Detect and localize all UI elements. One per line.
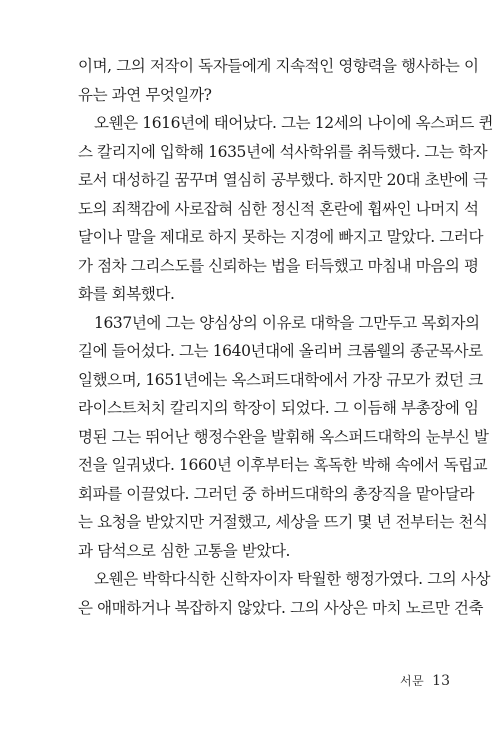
body-text	[78, 56, 494, 626]
text-line: 가 점차 그리스도를 신뢰하는 법을 터득했고 마침내 마음의 평	[78, 256, 479, 275]
text-line: 전을 일궈냈다. 1660년 이후부터는 혹독한 박해 속에서 독립교	[78, 456, 488, 474]
text-line: 명된 그는 뛰어난 행정수완을 발휘해 옥스퍼드대학의 눈부신 발	[78, 427, 489, 446]
page-number: 13	[432, 673, 450, 689]
page-footer	[370, 672, 450, 689]
text-line: 길에 들어섰다. 그는 1640년대에 올리버 크롬웰의 종군목사로	[78, 342, 483, 360]
text-line: 도의 죄책감에 사로잡혀 심한 정신적 혼란에 휩싸인 나머지 석	[78, 199, 479, 218]
text-line: 오웬은 1616년에 태어났다. 그는 12세의 나이에 옥스퍼드 퀸	[94, 114, 494, 132]
text-line: 스 칼리지에 입학해 1635년에 석사학위를 취득했다. 그는 학자	[78, 142, 488, 161]
text-line: 일했으며, 1651년에는 옥스퍼드대학에서 가장 규모가 컸던 크	[78, 370, 483, 389]
text-line: 는 요청을 받았지만 거절했고, 세상을 뜨기 몇 년 전부터는 천식	[78, 513, 488, 531]
text-line: 유는 과연 무엇일까?	[78, 85, 212, 104]
text-line: 과 담석으로 심한 고통을 받았다.	[78, 541, 291, 560]
text-line: 달이나 말을 제대로 하지 못하는 지경에 빠지고 말았다. 그러다	[78, 228, 484, 246]
text-line: 로서 대성하길 꿈꾸며 열심히 공부했다. 하지만 20대 초반에 극	[78, 171, 488, 189]
text-line: 회파를 이끌었다. 그러던 중 하버드대학의 총장직을 맡아달라	[78, 484, 475, 503]
text-line: 화를 회복했다.	[78, 285, 175, 303]
text-line: 라이스트처치 칼리지의 학장이 되었다. 그 이듬해 부총장에 임	[78, 399, 479, 417]
running-section-title: 서문	[399, 674, 425, 688]
text-line: 오웬은 박학다식한 신학자이자 탁월한 행정가였다. 그의 사상	[94, 570, 491, 588]
text-line: 이며, 그의 저작이 독자들에게 지속적인 영향력을 행사하는 이	[78, 57, 479, 75]
text-line: 은 애매하거나 복잡하지 않았다. 그의 사상은 마치 노르만 건축	[78, 598, 484, 617]
text-line: 1637년에 그는 양심상의 이유로 대학을 그만두고 목회자의	[94, 313, 480, 332]
